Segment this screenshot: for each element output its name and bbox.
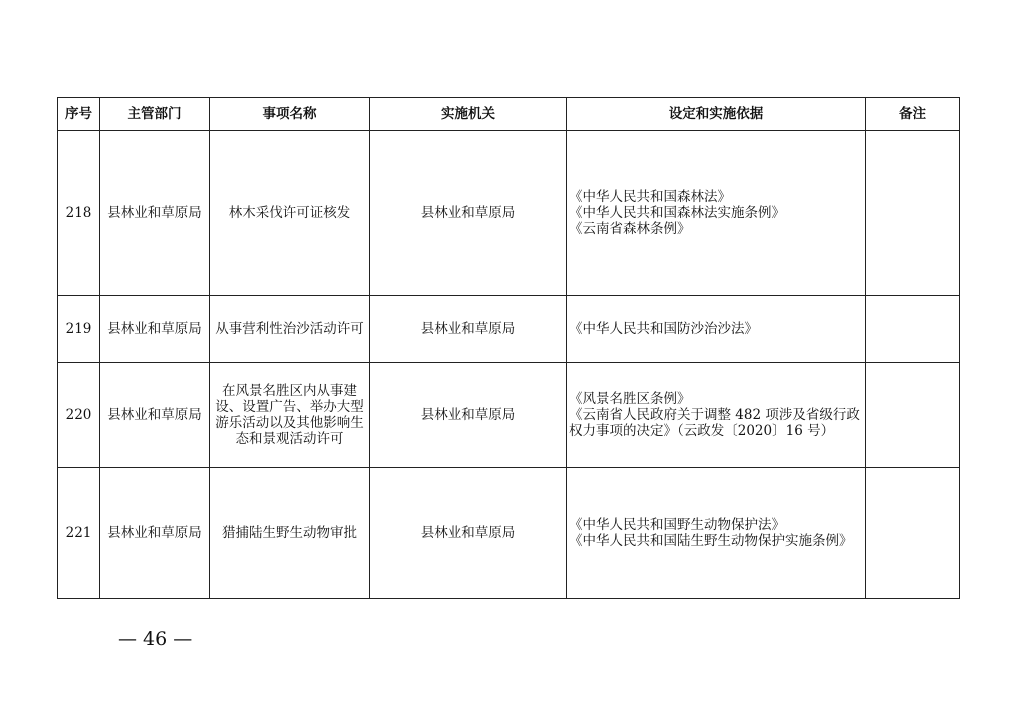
row-item: 猎捕陆生野生动物审批 (210, 468, 370, 599)
row-agency: 县林业和草原局 (370, 468, 567, 599)
row-seq: 218 (58, 131, 100, 296)
basis-line: 《中华人民共和国森林法实施条例》 (569, 205, 785, 221)
table-row (58, 468, 960, 599)
row-seq: 219 (58, 296, 100, 363)
basis-line: 《中华人民共和国防沙治沙法》 (569, 321, 758, 337)
row-basis (567, 296, 866, 363)
header-agency: 实施机关 (370, 98, 567, 131)
header-note: 备注 (866, 98, 960, 131)
basis-line: 《云南省人民政府关于调整 482 项涉及省级行政权力事项的决定》（云政发〔2020〕16 号） (569, 407, 860, 439)
header-seq: 序号 (58, 98, 100, 131)
basis-line: 《风景名胜区条例》 (569, 391, 691, 407)
row-dept: 县林业和草原局 (100, 296, 210, 363)
table-row (58, 363, 960, 468)
row-item: 林木采伐许可证核发 (210, 131, 370, 296)
basis-line: 《中华人民共和国森林法》 (569, 189, 731, 205)
page-number: — 46 — (118, 628, 193, 650)
basis-line: 《中华人民共和国野生动物保护法》 (569, 517, 785, 533)
row-note (866, 468, 960, 599)
permit-table (57, 97, 960, 599)
row-basis (567, 363, 866, 468)
row-note (866, 131, 960, 296)
header-dept: 主管部门 (100, 98, 210, 131)
row-dept: 县林业和草原局 (100, 468, 210, 599)
row-note (866, 296, 960, 363)
row-basis (567, 468, 866, 599)
header-item: 事项名称 (210, 98, 370, 131)
table-row (58, 131, 960, 296)
row-item: 从事营利性治沙活动许可 (210, 296, 370, 363)
header-basis: 设定和实施依据 (567, 98, 866, 131)
basis-line: 《中华人民共和国陆生野生动物保护实施条例》 (569, 533, 853, 549)
row-seq: 221 (58, 468, 100, 599)
row-agency: 县林业和草原局 (370, 296, 567, 363)
row-agency: 县林业和草原局 (370, 363, 567, 468)
row-basis (567, 131, 866, 296)
basis-line: 《云南省森林条例》 (569, 221, 691, 237)
row-item: 在风景名胜区内从事建设、设置广告、举办大型游乐活动以及其他影响生态和景观活动许可 (210, 363, 370, 468)
table-row (58, 296, 960, 363)
row-dept: 县林业和草原局 (100, 363, 210, 468)
row-seq: 220 (58, 363, 100, 468)
table-header-row (58, 98, 960, 131)
row-dept: 县林业和草原局 (100, 131, 210, 296)
row-note (866, 363, 960, 468)
row-agency: 县林业和草原局 (370, 131, 567, 296)
